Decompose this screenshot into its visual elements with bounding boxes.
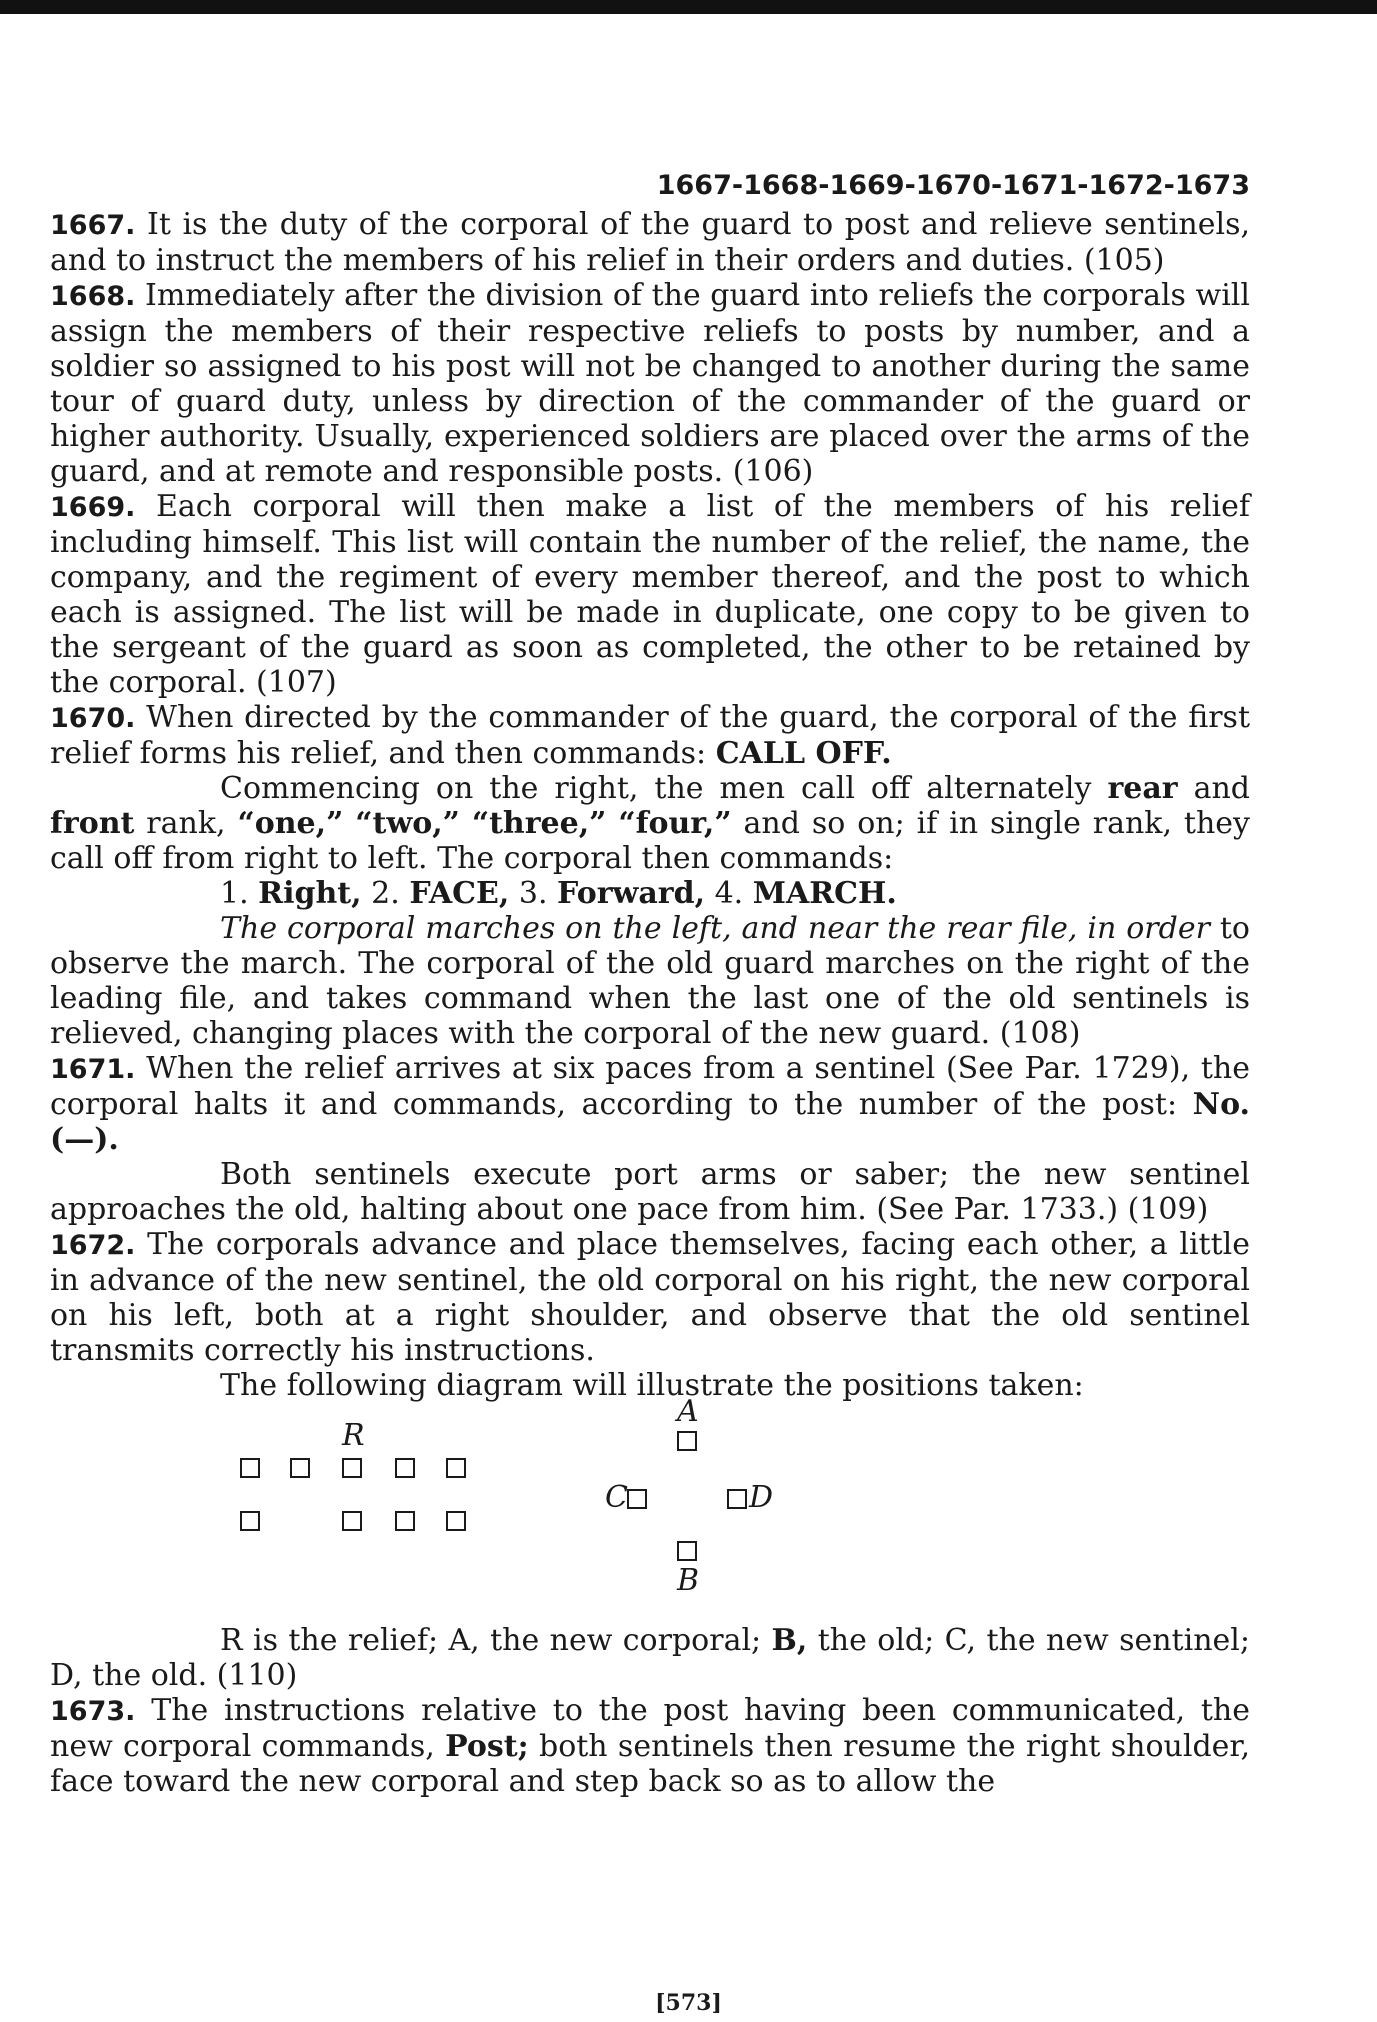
text-run: the new corporal;	[490, 1623, 762, 1658]
para-1670-b	[50, 771, 1250, 876]
count-three: “three,”	[471, 806, 607, 841]
old-sentinel-box	[727, 1489, 747, 1509]
cmd-number: 1.	[220, 876, 249, 911]
para-1672	[50, 1227, 1250, 1368]
text-run: is the relief;	[252, 1623, 439, 1658]
para-number: 1672.	[50, 1230, 136, 1261]
para-1672-b: The following diagram will illustrate the positions taken:	[220, 1368, 1084, 1403]
italic-run: The corporal marches on the left, and near the rear file, in order	[220, 911, 1210, 946]
para-text: Immediately after the division of the guard into reliefs the corporals will assign the members of their respective reliefs to posts by number, and a soldier so assigned to his post will not be changed to another during the same tour of guard duty, unless by direction of the commander of the guard or higher authority. Usually, experienced soldiers are placed over the arms of the guard, and at remote and responsible posts. (106)	[50, 278, 1250, 489]
command-call-off: CALL OFF.	[715, 736, 892, 771]
legend-d: D,	[50, 1658, 83, 1693]
relief-box	[240, 1458, 260, 1478]
para-1671-b: Both sentinels execute port arms or saber; the new sentinel approaches the old, halting about one pace from him. (See Par. 1733.) (109)	[50, 1157, 1250, 1227]
relief-box	[446, 1458, 466, 1478]
para-number: 1669.	[50, 492, 136, 523]
cmd-forward: Forward,	[557, 876, 706, 911]
command-post-number: No. (—).	[50, 1087, 1251, 1157]
para-1668	[50, 278, 1250, 489]
text-run: to observe the march. The corporal of the old guard marches on the right of the leading file, and takes command when the last one of the old sentinels is relieved, changing places with the corporal of the new guard. (108)	[50, 911, 1250, 1051]
para-number: 1673.	[50, 1696, 136, 1727]
label-d: D	[749, 1480, 774, 1515]
para-number: 1671.	[50, 1054, 136, 1085]
term-front: front	[50, 806, 135, 841]
label-c: C	[605, 1480, 628, 1515]
count-one: “one,”	[237, 806, 344, 841]
legend-c: C,	[944, 1623, 977, 1658]
para-text: both sentinels then resume the right shoulder, face toward the new corporal and step back so as to allow the	[50, 1729, 1250, 1799]
label-a: A	[677, 1394, 699, 1429]
para-text: The corporals advance and place themselves, facing each other, a little in advance of the new sentinel, the old corporal on his right, the new corporal on his left, both at a right shoulder, and observe that the old sentinel transmits correctly his instructions.	[50, 1227, 1250, 1368]
cmd-number: 3.	[518, 876, 548, 911]
para-text: When the relief arrives at six paces from a sentinel (See Par. 1729), the corporal halts it and commands, according to the number of the post:	[50, 1051, 1250, 1122]
para-1669	[50, 489, 1250, 700]
para-1673	[50, 1693, 1250, 1799]
para-number: 1668.	[50, 281, 136, 312]
relief-box	[395, 1458, 415, 1478]
position-diagram	[50, 1394, 1250, 1623]
label-b: B	[677, 1563, 700, 1598]
relief-box	[342, 1511, 362, 1531]
text-run: the new sentinel;	[986, 1623, 1250, 1658]
cmd-march: MARCH.	[752, 876, 897, 911]
text-run: the old. (110)	[92, 1658, 298, 1693]
cmd-face: FACE,	[409, 876, 510, 911]
relief-box	[342, 1458, 362, 1478]
relief-box	[446, 1511, 466, 1531]
para-text: Each corporal will then make a list of the members of his relief including himself. This list will contain the number of the relief, the name, the company, and the regiment of every member thereof, and the post to which each is assigned. The list will be made in duplicate, one copy to be given to the sergeant of the guard as soon as completed, the other to be retained by the corporal. (107)	[50, 489, 1250, 700]
top-border	[0, 0, 1377, 14]
page-body	[50, 170, 1250, 1799]
relief-box	[290, 1458, 310, 1478]
legend-r: R	[220, 1623, 243, 1658]
new-corporal-box	[677, 1431, 697, 1451]
relief-box	[395, 1511, 415, 1531]
para-number: 1667.	[50, 210, 136, 241]
running-head: 1667-1668-1669-1670-1671-1672-1673	[656, 170, 1250, 201]
text-run: and	[1193, 771, 1251, 806]
para-text: When directed by the commander of the guard, the corporal of the first relief forms his relief, and then commands:	[50, 700, 1250, 771]
label-r: R	[342, 1418, 365, 1453]
cmd-right: Right,	[258, 876, 362, 911]
diagram-legend	[50, 1623, 1250, 1693]
cmd-number: 2.	[371, 876, 400, 911]
para-1670	[50, 700, 1250, 771]
para-1670-c	[50, 911, 1250, 1051]
command-sequence	[50, 876, 1250, 911]
para-number: 1670.	[50, 703, 136, 734]
cmd-number: 4.	[714, 876, 744, 911]
text-run: rank,	[146, 806, 226, 841]
old-corporal-box	[677, 1541, 697, 1561]
text-run: Commencing on the right, the men call off alternately	[220, 771, 1092, 806]
new-sentinel-box	[627, 1489, 647, 1509]
page-number: [573]	[655, 1990, 722, 2016]
text-run: and so on; if in single rank, they call off from right to left. The corporal then commands:	[50, 806, 1250, 876]
para-text: It is the duty of the corporal of the guard to post and relieve sentinels, and to instruct the members of his relief in their orders and duties. (105)	[50, 207, 1251, 278]
relief-box	[240, 1511, 260, 1531]
term-rear: rear	[1107, 771, 1178, 806]
count-two: “two,”	[355, 806, 460, 841]
para-1667	[50, 207, 1250, 278]
command-post: Post;	[445, 1729, 529, 1764]
text-run: the old;	[817, 1623, 935, 1658]
para-1671	[50, 1051, 1250, 1157]
para-text: The instructions relative to the post having been communicated, the new corporal commands,	[50, 1693, 1251, 1764]
legend-b: B,	[771, 1623, 808, 1658]
count-four: “four,”	[618, 806, 732, 841]
legend-a: A,	[448, 1623, 480, 1658]
